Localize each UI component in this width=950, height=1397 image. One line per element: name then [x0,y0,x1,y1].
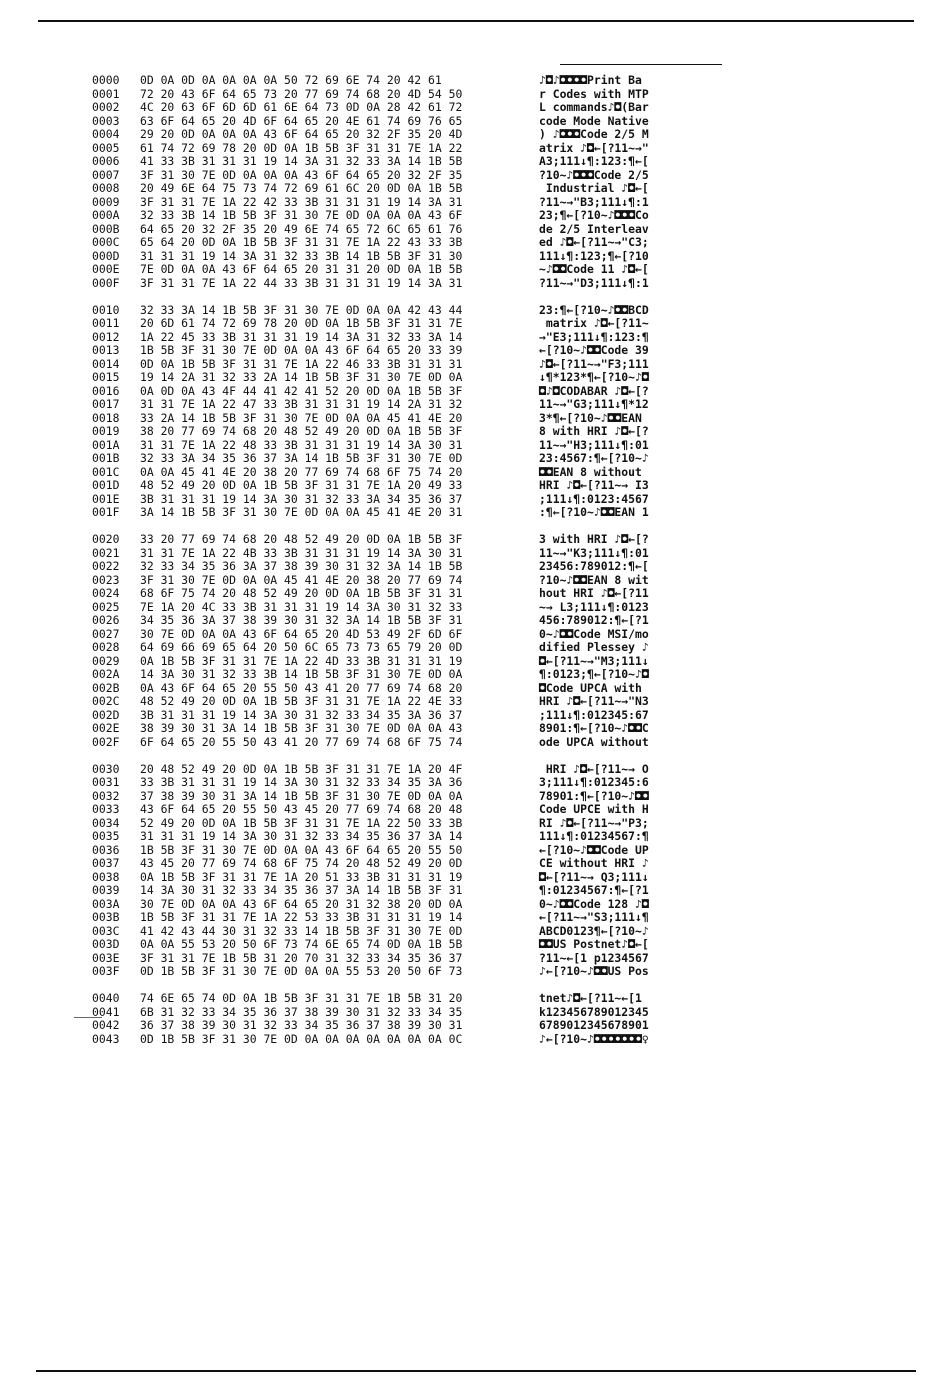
hex-bytes-cell: 41 33 3B 31 31 31 19 14 3A 31 32 33 3A 14 1B 5B [140,154,463,168]
hex-bytes-cell: 32 33 3A 34 35 36 37 3A 14 1B 5B 3F 31 30 7E 0D [140,451,463,465]
hex-bytes-cell: 29 20 0D 0A 0A 0A 43 6F 64 65 20 32 2F 35 20 4D [140,127,463,141]
hex-bytes-cell: 31 31 7E 1A 22 48 33 3B 31 31 31 19 14 3A 30 31 [140,437,463,452]
hex-bytes-cell: 33 3B 31 31 31 19 14 3A 30 31 32 33 34 35 3A 36 [140,775,463,789]
address-cell: 0022 [92,559,120,573]
hex-bytes-cell: 20 6D 61 74 72 69 78 20 0D 0A 1B 5B 3F 31 31 7E [140,316,463,330]
ascii-cell: hout HRI ♪◘←[?11 [539,586,649,600]
address-cell: 0027 [92,626,120,641]
hex-bytes-cell: 1B 5B 3F 31 30 7E 0D 0A 0A 43 6F 64 65 20 55 50 [140,842,463,857]
address-cell: 000A [92,208,120,222]
address-cell: 001B [92,451,120,465]
hex-bytes-cell: 19 14 2A 31 32 33 2A 14 1B 5B 3F 31 30 7E 0D 0A [140,370,463,384]
address-cell: 003B [92,910,120,924]
address-cell: 0037 [92,856,120,870]
hex-bytes-cell: 0D 1B 5B 3F 31 30 7E 0D 0A 0A 55 53 20 50 6F 73 [140,964,463,978]
address-cell: 001D [92,478,120,492]
ascii-cell: ♪◘♪◘◘◘◘Print Ba [539,73,642,87]
ascii-cell: HRI ♪◘←[?11~→ O [539,761,649,776]
address-cell: 000F [92,275,120,290]
hex-bytes-cell: 0A 1B 5B 3F 31 31 7E 1A 22 4D 33 3B 31 31 31 19 [140,653,463,668]
hex-bytes-cell: 61 74 72 69 78 20 0D 0A 1B 5B 3F 31 31 7E 1A 22 [140,140,463,155]
hex-bytes-cell: 0D 1B 5B 3F 31 30 7E 0D 0A 0A 0A 0A 0A 0A 0A 0C [140,1031,463,1046]
hex-bytes-cell: 64 69 66 69 65 64 20 50 6C 65 73 73 65 79 20 0D [140,640,463,654]
address-cell: 0003 [92,113,120,128]
address-cell: 002A [92,667,120,681]
address-cell: 001C [92,464,120,479]
hex-bytes-cell: 33 20 77 69 74 68 20 48 52 49 20 0D 0A 1B 5B 3F [140,532,463,546]
address-cell: 0000 [92,73,120,87]
ascii-cell: →"E3;111↓¶:123:¶ [539,329,649,344]
address-cell: 0029 [92,653,120,668]
address-cell: 0043 [92,1031,120,1046]
address-cell: 0010 [92,302,120,317]
ascii-cell: 78901:¶←[?10~♪◘◘ [539,788,649,803]
hex-bytes-cell: 31 31 31 19 14 3A 31 32 33 3B 14 1B 5B 3F 31 30 [140,248,463,263]
ascii-cell: ?11~→"B3;111↓¶:1 [539,194,649,209]
ascii-cell: 111↓¶:123;¶←[?10 [539,248,649,263]
hex-bytes-cell: 34 35 36 3A 37 38 39 30 31 32 3A 14 1B 5B 3F 31 [140,613,463,627]
ascii-cell: RI ♪◘←[?11~→"P3; [539,815,649,830]
ascii-cell: Code UPCE with H [539,802,649,816]
ascii-cell: ◘Code UPCA with [539,680,649,695]
address-cell: 0004 [92,127,120,141]
hex-bytes-cell: 3B 31 31 31 19 14 3A 30 31 32 33 3A 34 35 36 37 [140,491,463,506]
ascii-cell: 3;111↓¶:012345:6 [539,775,649,789]
hex-bytes-cell: 3B 31 31 31 19 14 3A 30 31 32 33 34 35 3A 36 37 [140,707,463,722]
address-cell: 000C [92,235,120,249]
address-cell: 0020 [92,532,120,546]
hex-bytes-cell: 38 39 30 31 3A 14 1B 5B 3F 31 30 7E 0D 0A 0A 43 [140,721,463,735]
hex-bytes-cell: 64 65 20 32 2F 35 20 49 6E 74 65 72 6C 65 61 76 [140,221,463,236]
ascii-cell: ode UPCA without [539,734,649,749]
ascii-cell: ;111↓¶:0123:4567 [539,491,649,506]
hex-bytes-cell: 1A 22 45 33 3B 31 31 31 19 14 3A 31 32 33 3A 14 [140,329,463,344]
ascii-cell: dified Plessey ♪ [539,640,649,654]
address-cell: 002F [92,734,120,749]
hex-bytes-cell: 0D 0A 1B 5B 3F 31 31 7E 1A 22 46 33 3B 31 31 31 [140,356,463,371]
address-cell: 003D [92,937,120,951]
hex-bytes-cell: 0A 0A 55 53 20 50 6F 73 74 6E 65 74 0D 0A 1B 5B [140,937,463,951]
ascii-cell: ed ♪◘←[?11~→"C3; [539,235,649,249]
ascii-cell: 8901:¶←[?10~♪◘◘C [539,721,649,735]
top-rule [38,20,914,22]
hex-bytes-cell: 3F 31 30 7E 0D 0A 0A 45 41 4E 20 38 20 77 69 74 [140,572,463,587]
ascii-cell: matrix ♪◘←[?11~ [539,316,649,330]
ascii-cell: :¶←[?10~♪◘◘EAN 1 [539,505,649,519]
bottom-rule [36,1370,916,1372]
ascii-cell: 11~→"H3;111↓¶:01 [539,437,649,452]
ascii-cell: ?10~♪◘◘EAN 8 wit [539,572,649,587]
ascii-cell: ;111↓¶:012345:67 [539,707,649,722]
address-cell: 0002 [92,100,120,114]
ascii-cell: 111↓¶:01234567:¶ [539,829,649,843]
address-cell: 0011 [92,316,120,330]
ascii-cell: ◘◘US Postnet♪◘←[ [539,937,649,951]
ascii-cell: 11~→"G3;111↓¶*12 [539,397,649,411]
ascii-cell: 0~♪◘◘Code MSI/mo [539,626,649,641]
hex-bytes-cell: 3F 31 30 7E 0D 0A 0A 0A 43 6F 64 65 20 32 2F 35 [140,167,463,182]
hex-bytes-cell: 4C 20 63 6F 6D 6D 61 6E 64 73 0D 0A 28 42 61 72 [140,100,463,114]
ascii-cell: 23456:789012:¶←[ [539,559,649,573]
hex-bytes-cell: 20 49 6E 64 75 73 74 72 69 61 6C 20 0D 0A 1B 5B [140,181,463,195]
address-cell: 0006 [92,154,120,168]
ascii-cell: ?10~♪◘◘◘Code 2/5 [539,167,649,182]
ascii-cell: r Codes with MTP [539,86,649,101]
address-cell: 001E [92,491,120,506]
hex-bytes-cell: 1B 5B 3F 31 31 7E 1A 22 53 33 3B 31 31 31 19 14 [140,910,463,924]
hex-bytes-cell: 36 37 38 39 30 31 32 33 34 35 36 37 38 39 30 31 [140,1018,463,1032]
ascii-cell: ◘←[?11~→"M3;111↓ [539,653,649,668]
address-cell: 002E [92,721,120,735]
hex-bytes-cell: 41 42 43 44 30 31 32 33 14 1B 5B 3F 31 30 7E 0D [140,923,463,938]
ascii-cell: ↓¶*123*¶←[?10~♪◘ [539,370,649,384]
hex-bytes-cell: 52 49 20 0D 0A 1B 5B 3F 31 31 7E 1A 22 50 33 3B [140,815,463,830]
address-cell: 0012 [92,329,120,344]
address-cell: 0025 [92,599,120,614]
hex-bytes-cell: 0A 43 6F 64 65 20 55 50 43 41 20 77 69 74 68 20 [140,680,463,695]
address-cell: 0023 [92,572,120,587]
hex-bytes-cell: 30 7E 0D 0A 0A 43 6F 64 65 20 4D 53 49 2F 6D 6F [140,626,463,641]
hex-bytes-cell: 74 6E 65 74 0D 0A 1B 5B 3F 31 31 7E 1B 5B 31 20 [140,991,463,1005]
hex-bytes-cell: 32 33 34 35 36 3A 37 38 39 30 31 32 3A 14 1B 5B [140,559,463,573]
address-cell: 003C [92,923,120,938]
address-cell: 0036 [92,842,120,857]
hex-bytes-cell: 38 20 77 69 74 68 20 48 52 49 20 0D 0A 1B 5B 3F [140,424,463,438]
ascii-cell: ◘♪◘CODABAR ♪◘←[? [539,383,649,398]
address-cell: 0015 [92,370,120,384]
ascii-cell: HRI ♪◘←[?11~→ I3 [539,478,649,492]
ascii-cell: ♪←[?10~♪◘◘◘◘◘◘◘♀ [539,1031,649,1046]
ascii-cell: atrix ♪◘←[?11~→" [539,140,649,155]
ascii-cell: ←[?11~→"S3;111↓¶ [539,910,649,924]
address-cell: 0005 [92,140,120,155]
ascii-cell: ♪←[?10~♪◘◘US Pos [539,964,649,978]
hex-bytes-cell: 37 38 39 30 31 3A 14 1B 5B 3F 31 30 7E 0D 0A 0A [140,788,463,803]
hex-bytes-cell: 14 3A 30 31 32 33 3B 14 1B 5B 3F 31 30 7E 0D 0A [140,667,463,681]
hex-bytes-cell: 0D 0A 0D 0A 0A 0A 0A 50 72 69 6E 74 20 42 61 [140,73,442,87]
ascii-cell: 23:4567:¶←[?10~♪ [539,451,649,465]
address-cell: 003E [92,950,120,965]
hex-bytes-cell: 63 6F 64 65 20 4D 6F 64 65 20 4E 61 74 69 76 65 [140,113,463,128]
address-cell: 0009 [92,194,120,209]
hex-bytes-cell: 68 6F 75 74 20 48 52 49 20 0D 0A 1B 5B 3F 31 31 [140,586,463,600]
hex-bytes-cell: 0A 0D 0A 43 4F 44 41 42 41 52 20 0D 0A 1B 5B 3F [140,383,463,398]
hex-bytes-cell: 30 7E 0D 0A 0A 43 6F 64 65 20 31 32 38 20 0D 0A [140,896,463,911]
hex-bytes-cell: 3F 31 31 7E 1B 5B 31 20 70 31 32 33 34 35 36 37 [140,950,463,965]
ascii-cell: 456:789012:¶←[?1 [539,613,649,627]
hex-bytes-cell: 14 3A 30 31 32 33 34 35 36 37 3A 14 1B 5B 3F 31 [140,883,463,897]
address-cell: 0035 [92,829,120,843]
address-cell: 0026 [92,613,120,627]
ascii-cell: ?11~←[1 p1234567 [539,950,649,965]
ascii-cell: 23;¶←[?10~♪◘◘◘Co [539,208,649,222]
hex-bytes-cell: 31 31 31 19 14 3A 30 31 32 33 34 35 36 37 3A 14 [140,829,463,843]
address-cell: 0019 [92,424,120,438]
address-cell: 0039 [92,883,120,897]
ascii-cell: ?11~→"D3;111↓¶:1 [539,275,649,290]
ascii-cell: ) ♪◘◘◘Code 2/5 M [539,127,649,141]
hex-bytes-cell: 7E 1A 20 4C 33 3B 31 31 31 19 14 3A 30 31 32 33 [140,599,463,614]
address-cell: 0031 [92,775,120,789]
address-cell: 0033 [92,802,120,816]
ascii-cell: CE without HRI ♪ [539,856,649,870]
ascii-cell: 3 with HRI ♪◘←[? [539,532,649,546]
ascii-cell: 23:¶←[?10~♪◘◘BCD [539,302,649,317]
address-cell: 002D [92,707,120,722]
address-cell: 000D [92,248,120,263]
hex-bytes-cell: 0A 0A 45 41 4E 20 38 20 77 69 74 68 6F 75 74 20 [140,464,463,479]
ascii-cell: 6789012345678901 [539,1018,649,1032]
ascii-cell: ABCD0123¶←[?10~♪ [539,923,649,938]
hex-bytes-cell: 43 45 20 77 69 74 68 6F 75 74 20 48 52 49 20 0D [140,856,463,870]
address-cell: 0040 [92,991,120,1005]
ascii-cell: Industrial ♪◘←[ [539,181,649,195]
ascii-cell: A3;111↓¶:123:¶←[ [539,154,649,168]
address-cell: 0016 [92,383,120,398]
hex-bytes-cell: 1B 5B 3F 31 30 7E 0D 0A 0A 43 6F 64 65 20 33 39 [140,343,463,357]
hex-bytes-cell: 6B 31 32 33 34 35 36 37 38 39 30 31 32 33 34 35 [140,1004,463,1019]
address-cell: 0034 [92,815,120,830]
hex-bytes-cell: 43 6F 64 65 20 55 50 43 45 20 77 69 74 68 20 48 [140,802,463,816]
hex-bytes-cell: 31 31 7E 1A 22 4B 33 3B 31 31 31 19 14 3A 30 31 [140,545,463,560]
hex-bytes-cell: 33 2A 14 1B 5B 3F 31 30 7E 0D 0A 0A 45 41 4E 20 [140,410,463,425]
ascii-cell: k123456789012345 [539,1004,649,1019]
address-cell: 0041 [92,1004,120,1019]
address-cell: 0014 [92,356,120,371]
ascii-cell: ◘◘EAN 8 without [539,464,649,479]
address-cell: 0007 [92,167,120,182]
ascii-cell: 11~→"K3;111↓¶:01 [539,545,649,560]
hex-bytes-cell: 72 20 43 6F 64 65 73 20 77 69 74 68 20 4D 54 50 [140,86,463,101]
address-cell: 003A [92,896,120,911]
ascii-cell: code Mode Native [539,113,649,128]
ascii-cell: 8 with HRI ♪◘←[? [539,424,649,438]
hex-bytes-cell: 48 52 49 20 0D 0A 1B 5B 3F 31 31 7E 1A 20 49 33 [140,478,463,492]
address-cell: 000E [92,262,120,276]
ascii-cell: ¶:0123;¶←[?10~♪◘ [539,667,649,681]
hex-bytes-cell: 32 33 3A 14 1B 5B 3F 31 30 7E 0D 0A 0A 42 43 44 [140,302,463,317]
address-cell: 001A [92,437,120,452]
address-cell: 0013 [92,343,120,357]
ascii-cell: L commands♪◘(Bar [539,100,649,114]
address-cell: 0032 [92,788,120,803]
address-cell: 0042 [92,1018,120,1032]
address-cell: 0021 [92,545,120,560]
hex-bytes-cell: 0A 1B 5B 3F 31 31 7E 1A 20 51 33 3B 31 31 31 19 [140,869,463,884]
hex-bytes-cell: 3F 31 31 7E 1A 22 44 33 3B 31 31 31 19 14 3A 31 [140,275,463,290]
hex-bytes-cell: 20 48 52 49 20 0D 0A 1B 5B 3F 31 31 7E 1A 20 4F [140,761,463,776]
address-cell: 0018 [92,410,120,425]
ascii-cell: ♪◘←[?11~→"F3;111 [539,356,649,371]
address-cell: 0001 [92,86,120,101]
address-cell: 0017 [92,397,120,411]
hex-bytes-cell: 3A 14 1B 5B 3F 31 30 7E 0D 0A 0A 45 41 4E 20 31 [140,505,463,519]
ascii-cell: 0~♪◘◘Code 128 ♪◘ [539,896,649,911]
ascii-cell: tnet♪◘←[?11~←[1 [539,991,649,1005]
address-cell: 000B [92,221,120,236]
address-cell: 0030 [92,761,120,776]
ascii-cell: ◘←[?11~→ Q3;111↓ [539,869,649,884]
hex-bytes-cell: 65 64 20 0D 0A 1B 5B 3F 31 31 7E 1A 22 43 33 3B [140,235,463,249]
hex-bytes-cell: 7E 0D 0A 0A 43 6F 64 65 20 31 31 20 0D 0A 1B 5B [140,262,463,276]
address-cell: 003F [92,964,120,978]
ascii-cell: ~♪◘◘Code 11 ♪◘←[ [539,262,649,276]
address-cell: 002C [92,694,120,708]
ascii-cell: 3*¶←[?10~♪◘◘EAN [539,410,649,425]
hex-bytes-cell: 6F 64 65 20 55 50 43 41 20 77 69 74 68 6F 75 74 [140,734,463,749]
ascii-header-rule [560,64,722,65]
hex-bytes-cell: 3F 31 31 7E 1A 22 42 33 3B 31 31 31 19 14 3A 31 [140,194,463,209]
ascii-cell: ~→ L3;111↓¶:0123 [539,599,649,614]
address-cell: 0038 [92,869,120,884]
hex-bytes-cell: 48 52 49 20 0D 0A 1B 5B 3F 31 31 7E 1A 22 4E 33 [140,694,463,708]
address-cell: 002B [92,680,120,695]
hex-bytes-cell: 31 31 7E 1A 22 47 33 3B 31 31 31 19 14 2A 31 32 [140,397,463,411]
ascii-cell: de 2/5 Interleav [539,221,649,236]
address-cell: 0008 [92,181,120,195]
ascii-cell: ←[?10~♪◘◘Code UP [539,842,649,857]
address-cell: 0028 [92,640,120,654]
address-cell: 001F [92,505,120,519]
ascii-cell: ¶:01234567:¶←[?1 [539,883,649,897]
address-cell: 0024 [92,586,120,600]
ascii-cell: ←[?10~♪◘◘Code 39 [539,343,649,357]
ascii-cell: HRI ♪◘←[?11~→"N3 [539,694,649,708]
hex-bytes-cell: 32 33 3B 14 1B 5B 3F 31 30 7E 0D 0A 0A 0A 43 6F [140,208,463,222]
